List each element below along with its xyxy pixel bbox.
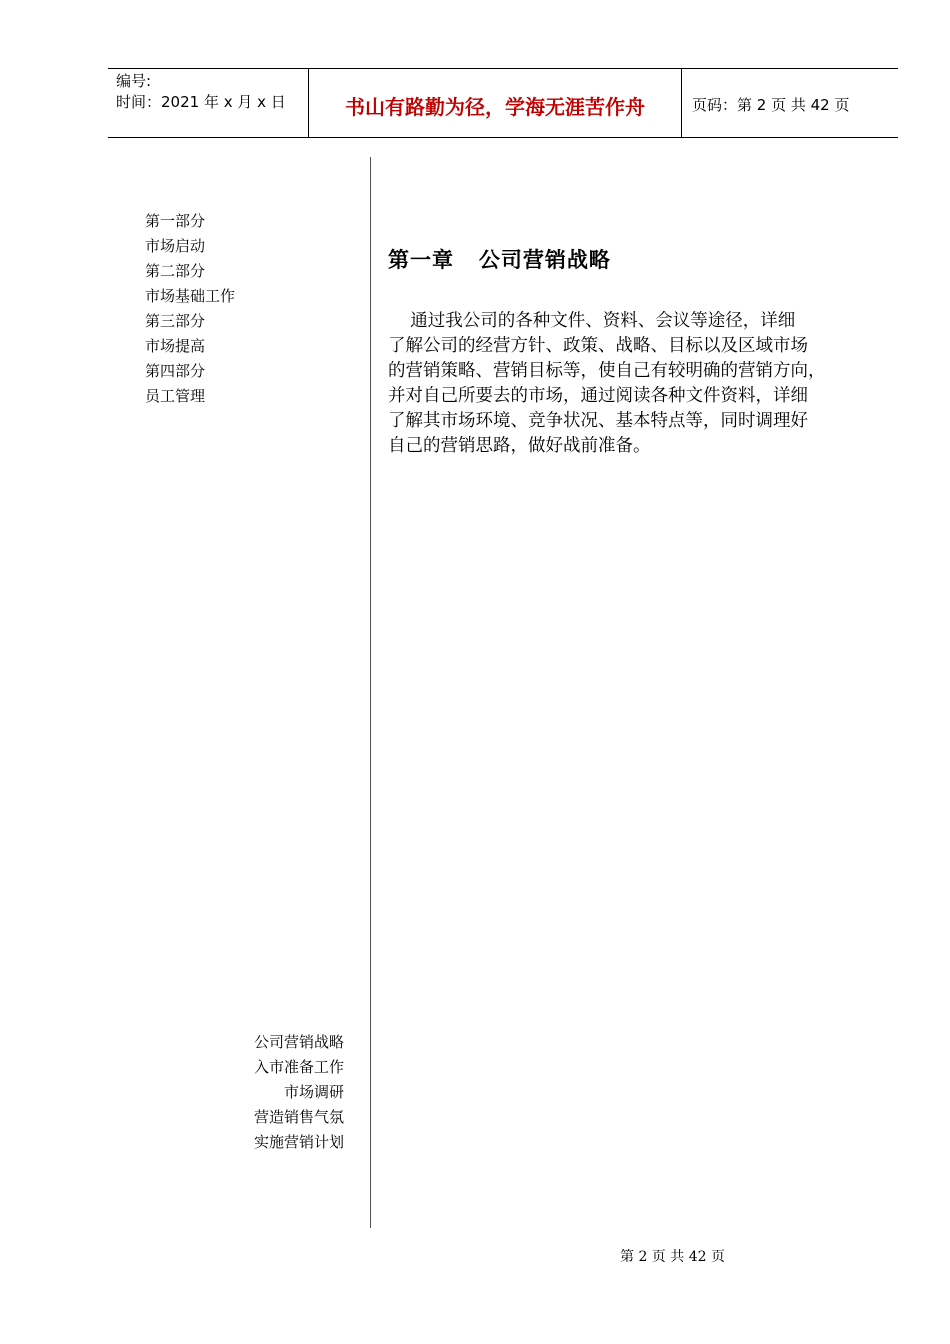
- header-motto: 书山有路勤为径，学海无涯苦作舟: [309, 69, 682, 137]
- paragraph-line: 了解公司的经营方针、政策、战略、目标以及区域市场: [388, 336, 808, 356]
- section-item: 第四部分: [145, 362, 206, 380]
- header-meta: [108, 69, 309, 137]
- section-list-bottom: [254, 1030, 344, 1155]
- paragraph-line: 自己的营销思路，做好战前准备。: [388, 436, 651, 456]
- section-item: 员工管理: [145, 387, 206, 405]
- header-number-label: 编号:: [116, 72, 152, 90]
- section-subitem: 入市准备工作: [253, 1058, 344, 1076]
- paragraph-line: 通过我公司的各种文件、资料、会议等途径，详细: [388, 311, 796, 331]
- section-item: 第二部分: [145, 262, 206, 280]
- chapter-paragraph: [388, 309, 862, 459]
- page-header: [108, 68, 898, 138]
- header-page-info: 页码：第 2 页 共 42 页: [692, 95, 850, 114]
- page-footer: 第 2 页 共 42 页: [620, 1249, 725, 1265]
- section-subitem: 实施营销计划: [253, 1133, 344, 1151]
- section-list-top: [145, 209, 235, 409]
- chapter-title: 第一章 公司营销战略: [388, 248, 611, 272]
- paragraph-line: 并对自己所要去的市场，通过阅读各种文件资料，详细: [388, 386, 808, 406]
- header-time-label: 时间：2021 年 x 月 x 日: [116, 93, 286, 111]
- vertical-divider: [370, 157, 371, 1228]
- paragraph-line: 的营销策略、营销目标等，使自己有较明确的营销方向，: [388, 361, 826, 381]
- section-item: 第一部分: [145, 212, 206, 230]
- section-item: 第三部分: [145, 312, 206, 330]
- section-item: 市场启动: [145, 237, 206, 255]
- paragraph-line: 了解其市场环境、竞争状况、基本特点等，同时调理好: [388, 411, 808, 431]
- section-item: 市场基础工作: [145, 287, 236, 305]
- section-subitem: 公司营销战略: [253, 1033, 344, 1051]
- section-item: 市场提高: [145, 337, 206, 355]
- section-subitem: 市场调研: [283, 1083, 344, 1101]
- section-subitem: 营造销售气氛: [253, 1108, 344, 1126]
